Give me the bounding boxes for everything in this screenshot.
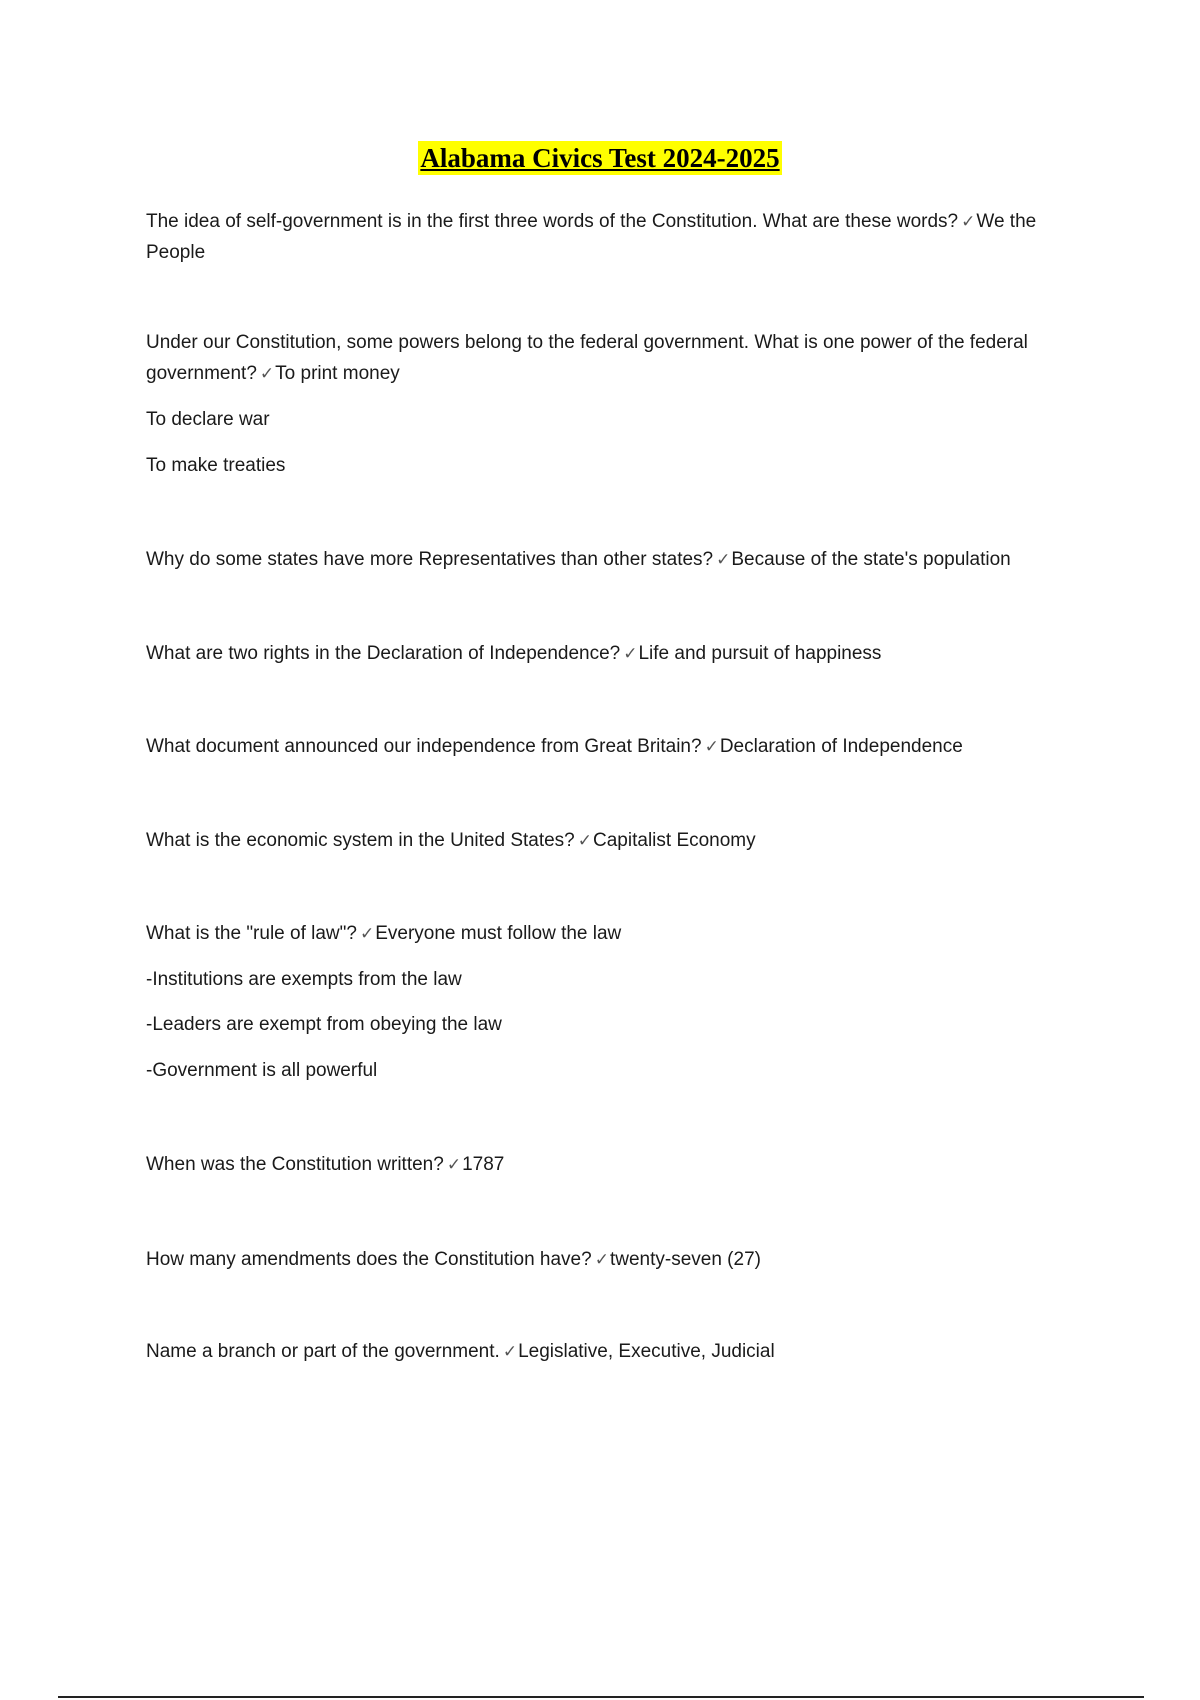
answer-text: Everyone must follow the law — [375, 923, 622, 944]
answer-text: We the People — [146, 211, 1037, 263]
question-text: When was the Constitution written? — [146, 1154, 444, 1175]
check-mark-icon: ✓ — [502, 1342, 518, 1361]
question-text: Under our Constitution, some powers belong to the federal government. What is one power of the federal government? — [146, 332, 1028, 384]
title-wrap — [0, 141, 1200, 175]
check-mark-icon: ✓ — [577, 831, 593, 850]
check-mark-icon: ✓ — [259, 364, 275, 383]
qa-item-6 — [146, 825, 1096, 856]
answer-text: Legislative, Executive, Judicial — [518, 1341, 775, 1362]
answer-option: -Leaders are exempt from obeying the law — [146, 1014, 502, 1035]
qa-item-9 — [146, 1244, 1096, 1275]
check-mark-icon: ✓ — [359, 924, 375, 943]
answer-text: twenty-seven (27) — [609, 1249, 761, 1270]
answer-option: To make treaties — [146, 455, 286, 476]
qa-item-4 — [146, 638, 1096, 669]
qa-item-10 — [146, 1336, 1096, 1367]
answer-text: Because of the state's population — [731, 549, 1011, 570]
question-text: How many amendments does the Constitution have? — [146, 1249, 592, 1270]
question-text: Why do some states have more Representatives than other states? — [146, 549, 714, 570]
question-text: What are two rights in the Declaration of Independence? — [146, 643, 621, 664]
answer-option: -Institutions are exempts from the law — [146, 969, 462, 990]
answer-text: Capitalist Economy — [593, 830, 756, 851]
answer-text: Life and pursuit of happiness — [638, 643, 882, 664]
check-mark-icon: ✓ — [594, 1250, 609, 1269]
answer-text: 1787 — [462, 1154, 505, 1175]
footer-divider — [58, 1696, 1144, 1698]
qa-item-1 — [146, 206, 1096, 268]
check-mark-icon: ✓ — [446, 1155, 462, 1174]
qa-item-7 — [146, 918, 1096, 949]
question-text: Name a branch or part of the government. — [146, 1341, 500, 1362]
page-title: Alabama Civics Test 2024-2025 — [420, 143, 780, 173]
question-text: The idea of self-government is in the first three words of the Constitution. What are these words? — [146, 211, 959, 232]
qa-item-5 — [146, 731, 1096, 762]
answer-text: To print money — [275, 363, 400, 384]
qa-item-2 — [146, 327, 1056, 389]
qa-item-8 — [146, 1149, 1096, 1180]
question-text: What is the economic system in the United States? — [146, 830, 575, 851]
check-mark-icon: ✓ — [704, 737, 719, 756]
check-mark-icon: ✓ — [716, 550, 731, 569]
qa-item-3 — [146, 544, 1096, 575]
question-text: What is the "rule of law"? — [146, 923, 357, 944]
check-mark-icon: ✓ — [623, 644, 638, 663]
answer-option: To declare war — [146, 409, 270, 430]
answer-text: Declaration of Independence — [719, 736, 963, 757]
check-mark-icon: ✓ — [961, 212, 976, 231]
question-text: What document announced our independence from Great Britain? — [146, 736, 702, 757]
answer-option: -Government is all powerful — [146, 1060, 378, 1081]
